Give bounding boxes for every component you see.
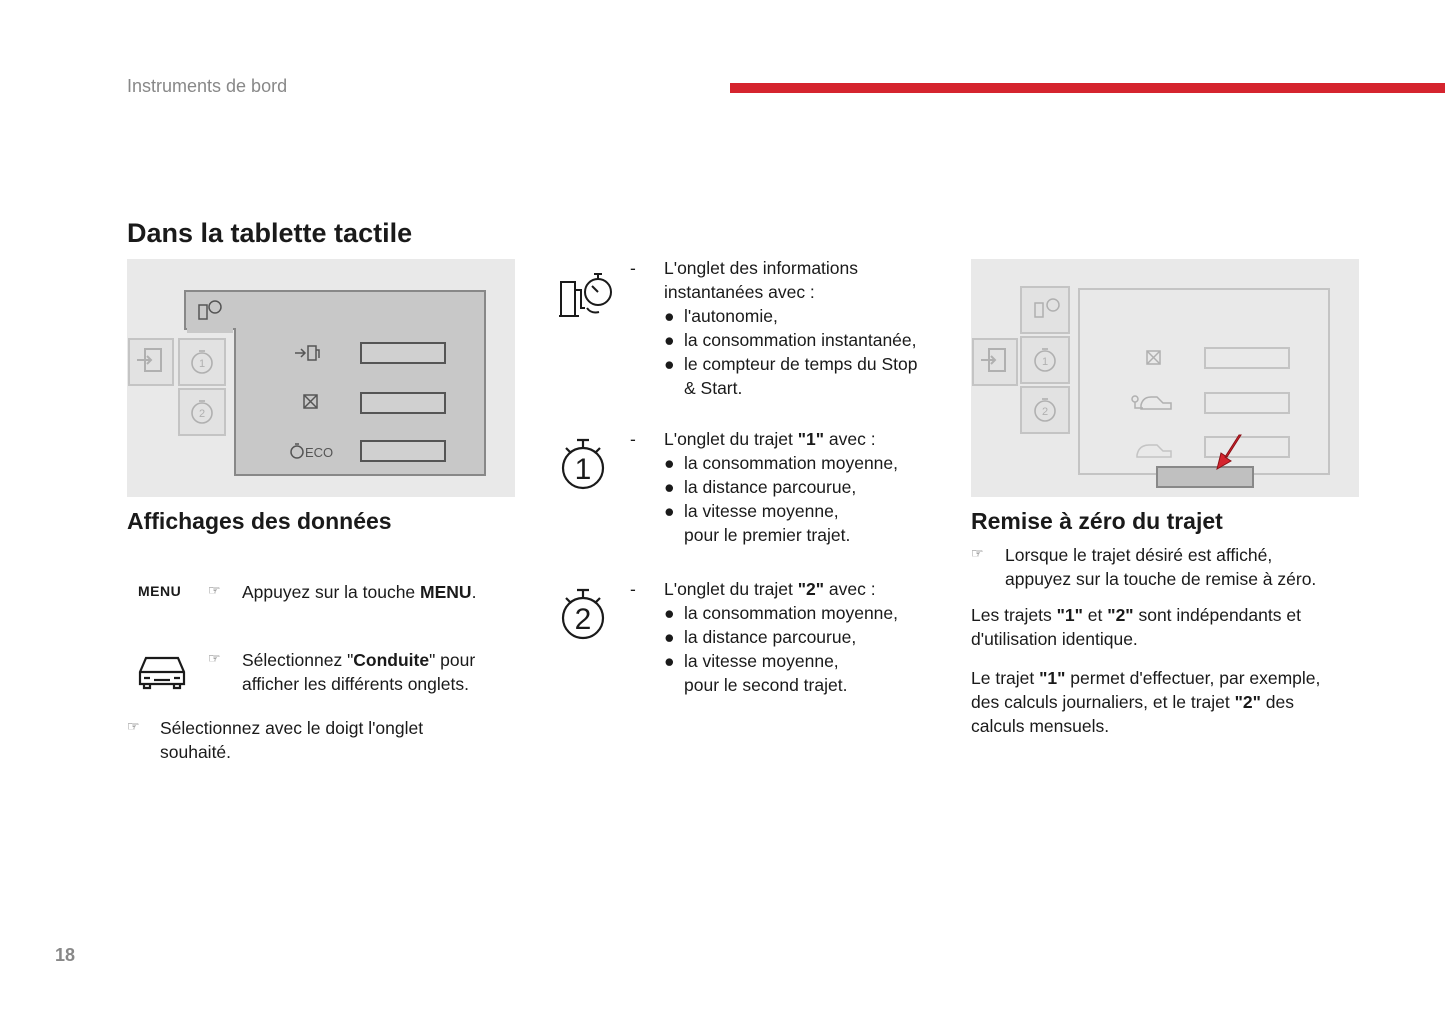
header-accent-bar <box>730 83 1445 93</box>
svg-text:1: 1 <box>1041 356 1049 368</box>
trip-2-description: L'onglet du trajet "2" avec : ● la consommation moyenne, ● la distance parcourue, ● la vitesse moyenne, pour le second trajet. <box>664 579 898 695</box>
reset-step: Lorsque le trajet désiré est affiché, appuyez sur la touche de remise à zéro. <box>1005 545 1317 589</box>
svg-text:2: 2 <box>198 408 206 420</box>
right-heading: Remise à zéro du trajet <box>971 508 1223 534</box>
touchscreen-drawing <box>127 259 515 497</box>
svg-text:2: 2 <box>1041 406 1049 418</box>
dash: - <box>630 429 636 449</box>
left-step-2: Sélectionnez "Conduite" pour afficher les différents onglets. <box>242 650 476 694</box>
svg-text:1: 1 <box>198 358 206 370</box>
trips-independent-text: Les trajets "1" et "2" sont indépendants et d'utilisation identique. <box>971 605 1301 649</box>
distance-icon <box>1132 396 1171 409</box>
reset-illustration <box>971 259 1359 497</box>
page-title: Dans la tablette tactile <box>127 218 413 248</box>
trip-1-digit: 1 <box>574 453 592 486</box>
hand-pointer-icon: ☞ <box>208 650 221 666</box>
left-heading: Affichages des données <box>127 508 392 534</box>
touchscreen-illustration <box>127 259 515 497</box>
reset-drawing <box>971 259 1359 497</box>
trip-1-description: L'onglet du trajet "1" avec : ● la consommation moyenne, ● la distance parcourue, ● la vitesse moyenne, pour le premier trajet. <box>664 429 898 545</box>
instant-info-icon <box>556 268 616 320</box>
speed-icon <box>1137 445 1171 457</box>
page-number: 18 <box>55 945 76 965</box>
dash: - <box>630 258 636 278</box>
car-icon <box>136 650 188 690</box>
menu-key-label: MENU <box>138 583 182 599</box>
dash: - <box>630 579 636 599</box>
eco-label: ECO <box>305 445 334 460</box>
consumption-icon <box>1147 351 1160 364</box>
left-step-3: Sélectionnez avec le doigt l'onglet souhaité. <box>160 718 424 762</box>
trip-2-digit: 2 <box>574 603 592 636</box>
hand-pointer-icon: ☞ <box>971 545 984 561</box>
hand-pointer-icon: ☞ <box>208 582 221 598</box>
instant-tab-description: L'onglet des informations instantanées avec : ● l'autonomie, ● la consommation instantanée, ● le compteur de temps du Stop & Start. <box>664 258 918 398</box>
left-step-1: Appuyez sur la touche MENU. <box>242 582 477 602</box>
section-label: Instruments de bord <box>127 76 288 96</box>
hand-pointer-icon: ☞ <box>127 718 140 734</box>
trips-usage-text: Le trajet "1" permet d'effectuer, par exemple, des calculs journaliers, et le trajet "2" des calculs mensuels. <box>971 668 1321 736</box>
reset-button <box>1157 467 1253 487</box>
trip-1-icon <box>558 436 610 494</box>
trip-2-icon <box>558 586 610 644</box>
